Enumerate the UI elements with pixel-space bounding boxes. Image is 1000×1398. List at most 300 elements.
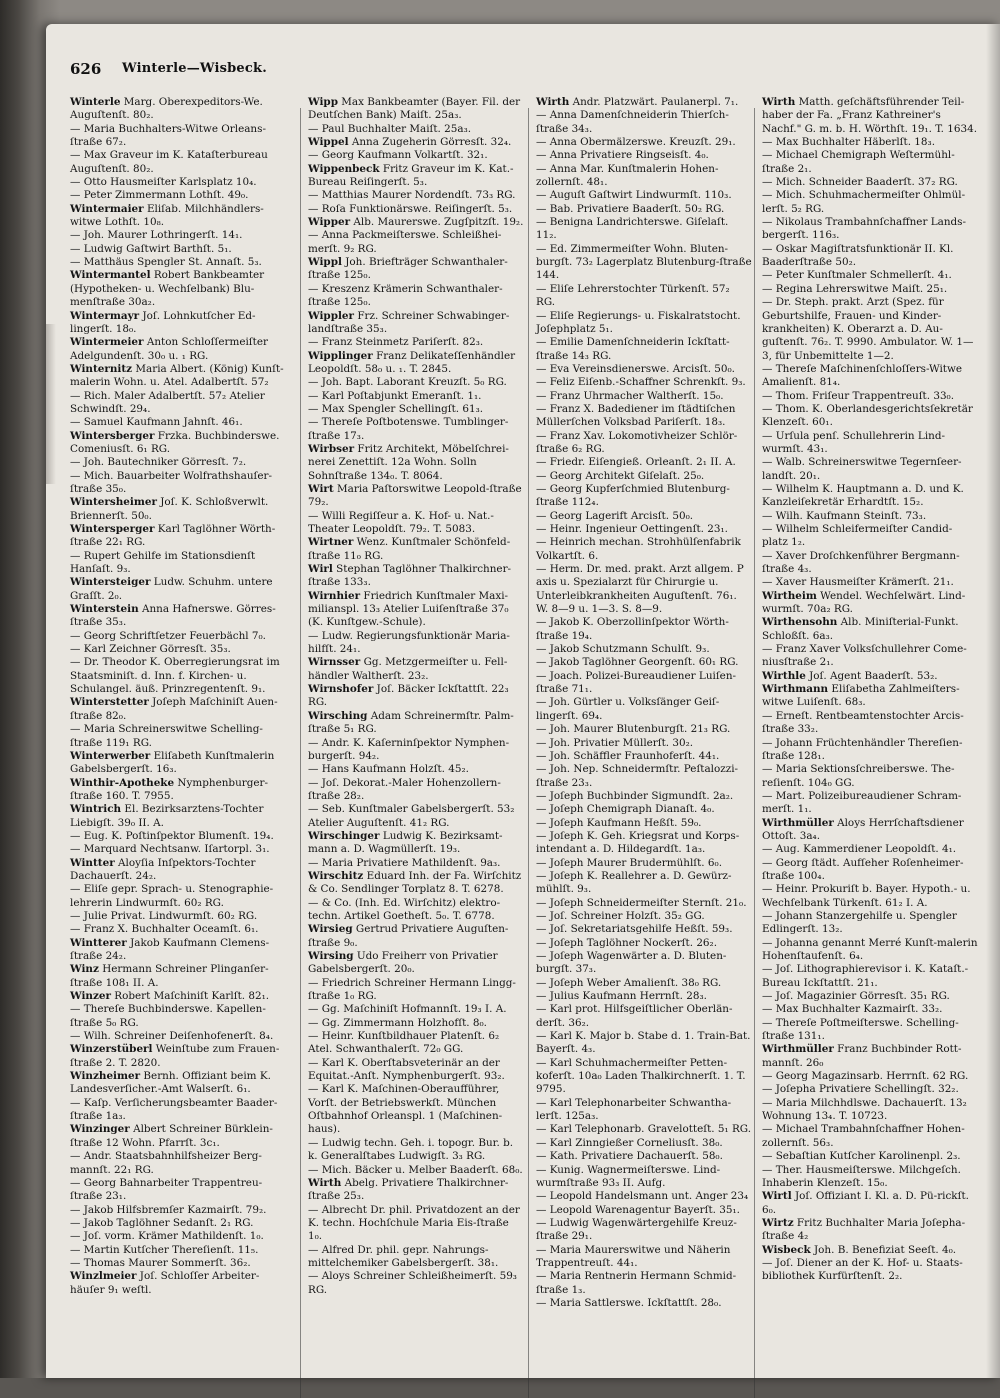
directory-entry xyxy=(536,536,752,563)
directory-entry xyxy=(536,923,752,936)
entry-surname: Wirsieg xyxy=(308,923,353,936)
directory-entry xyxy=(762,683,978,710)
directory-entry xyxy=(762,990,978,1003)
directory-entry xyxy=(70,937,286,964)
entry-details: — Aug. Kammerdiener Leopoldſt. 4₁. xyxy=(762,843,957,856)
entry-details: Eduard Inh. der Fa. Wirſchitz & Co. Sendlinger Torplatz 8. T. 6278. xyxy=(308,869,522,896)
entry-details: — Oskar Magiſtratsfunktionär II. Kl. Baaderſtraße 50₂. xyxy=(762,242,954,269)
directory-entry xyxy=(70,1150,286,1177)
entry-surname: Wirnshofer xyxy=(308,683,374,696)
entry-details: — Michael Trambahnſchaffner Hohen-zollernſt. 56₃. xyxy=(762,1123,965,1149)
directory-entry xyxy=(308,1164,524,1177)
directory-entry xyxy=(536,376,752,389)
entry-details: — Wilhelm Schleifermeiſter Candid-platz 1₂. xyxy=(762,523,953,549)
entry-details: — Joſeph K. Geh. Kriegsrat und Korps-intendant a. D. Hildegardſt. 1a₃. xyxy=(536,829,740,856)
entry-details: Stephan Taglöhner Thalkirchner-ſtraße 133₃. xyxy=(308,563,512,589)
entry-details: — Karl Schuhmachermeiſter Petten-koferſt. 10a₀ Laden Thalkirchnerſt. 1. T. 9795. xyxy=(536,1056,746,1096)
directory-entry xyxy=(536,363,752,376)
directory-entry xyxy=(762,737,978,764)
entry-details: — Maria Milchhdlswe. Dachauerſt. 13₂ Wohnung 13₄. T. 10723. xyxy=(762,1096,967,1123)
entry-details: — Joſ. Dekorat.-Maler Hohenzollern-ſtraße 28₂. xyxy=(308,776,501,802)
entry-details: Nymphenburger-ſtraße 160. T. 7955. xyxy=(70,776,269,802)
directory-entry xyxy=(70,1204,286,1217)
entry-details: — Kath. Privatiere Dachauerſt. 58₀. xyxy=(536,1150,723,1163)
directory-entry xyxy=(308,777,524,804)
directory-entry xyxy=(762,296,978,363)
entry-surname: Wirthmüller xyxy=(762,1043,834,1056)
directory-entry xyxy=(536,1217,752,1244)
entry-surname: Wirthmann xyxy=(762,683,829,696)
entry-details: Karl Taglöhner Wörth-ſtraße 22₁ RG. xyxy=(70,523,276,549)
directory-entry xyxy=(308,310,524,337)
entry-surname: Wintrich xyxy=(70,803,122,816)
entry-details: — Joach. Polizei-Bureaudiener Luiſen-ſtraße 71₁. xyxy=(536,669,737,696)
directory-entry xyxy=(536,1190,752,1203)
directory-entry xyxy=(70,603,286,630)
entry-surname: Winz xyxy=(70,963,99,976)
directory-entry xyxy=(762,269,978,282)
entry-details: — Regina Lehrerswitwe Maiſt. 25₁. xyxy=(762,282,948,295)
entry-surname: Wirthle xyxy=(762,669,806,682)
entry-surname: Wirt xyxy=(308,482,334,495)
directory-entry xyxy=(536,216,752,243)
entry-surname: Wirsching xyxy=(308,709,368,722)
entry-details: — Anna Privatiere Ringseisſt. 4₀. xyxy=(536,149,709,162)
entry-details: — Franz X. Buchhalter Oceamſt. 6₁. xyxy=(70,923,259,936)
directory-entry xyxy=(70,416,286,429)
directory-entry xyxy=(70,696,286,723)
entry-surname: Wirschitz xyxy=(308,869,364,882)
entry-details: — Johann Stanzergehilfe u. Spengler Edlingerſt. 13₂. xyxy=(762,909,957,936)
directory-entry xyxy=(70,390,286,417)
entry-surname: Wirnsser xyxy=(308,656,361,669)
entry-surname: Wintersberger xyxy=(70,429,155,442)
directory-entry xyxy=(536,136,752,149)
directory-entry xyxy=(762,963,978,990)
directory-entry xyxy=(536,96,752,109)
entry-details: — Joh. Nep. Schneidermſtr. Peſtalozzi-ſtraße 23₃. xyxy=(536,763,739,789)
directory-entry xyxy=(762,550,978,577)
entry-details: Fritz Architekt, Möbelſchrei-nerei Zenettiſt. 12a Wohn. Solln Sohnſtraße 134₀. T. 8064. xyxy=(308,442,509,482)
entry-details: Fritz Graveur im K. Kat.-Bureau Reiſingerſt. 5₃. xyxy=(308,162,514,189)
directory-entry xyxy=(762,1017,978,1044)
directory-entry xyxy=(536,456,752,469)
entry-details: — Franz Xaver Volksſchullehrer Come-niusſtraße 2₁. xyxy=(762,643,967,669)
directory-entry xyxy=(762,216,978,243)
directory-entry xyxy=(762,857,978,884)
directory-entry xyxy=(536,283,752,310)
directory-entry xyxy=(536,1204,752,1217)
directory-entry xyxy=(536,430,752,457)
entry-details: — Joh. Bapt. Laborant Kreuzſt. 5₀ RG. xyxy=(308,376,507,389)
entry-details: — Nikolaus Trambahnſchaffner Lands-bergerſt. 116₃. xyxy=(762,216,967,242)
entry-details: — Karl Poſtabjunkt Emeranſt. 1₁. xyxy=(308,389,482,402)
entry-surname: Wippler xyxy=(308,309,354,322)
directory-entry xyxy=(70,1043,286,1070)
directory-entry xyxy=(308,830,524,857)
entry-details: — Joſ. Lithographierevisor i. K. Kataſt.-Bureau Ickſtattſt. 21₁. xyxy=(762,963,969,989)
directory-entry xyxy=(308,96,524,123)
entry-details: — Auguſt Gaſtwirt Lindwurmſt. 110₃. xyxy=(536,189,732,202)
entry-details: — Maria Privatiere Mathildenſt. 9a₃. xyxy=(308,856,501,869)
directory-entry xyxy=(70,149,286,176)
entry-surname: Wirsing xyxy=(308,950,354,962)
entry-details: — Joh. Maurer Blutenburgſt. 21₃ RG. xyxy=(536,723,731,736)
directory-entry xyxy=(762,590,978,617)
directory-entry xyxy=(536,310,752,337)
entry-details: — Otto Hausmeiſter Karlsplatz 10₄. xyxy=(70,176,257,189)
directory-entry xyxy=(536,390,752,403)
entry-details: — Ludwig Gaſtwirt Barthſt. 5₁. xyxy=(70,242,232,255)
directory-entry xyxy=(308,950,524,977)
entry-details: — Joſeph Kaufmann Heßſt. 59₀. xyxy=(536,816,702,829)
entry-details: — Karl K. Major b. Stabe d. 1. Train-Bat. Bayerſt. 4₃. xyxy=(536,1030,751,1056)
directory-entry xyxy=(762,670,978,683)
entry-details: Wendel. Wechſelwärt. Lind-wurmſt. 70a₂ RG. xyxy=(762,589,966,616)
directory-entry xyxy=(762,616,978,643)
entry-details: — Dr. Steph. prakt. Arzt (Spez. für Geburtshilfe, Frauen- und Kinder-krankheiten) K. Oberarzt a. D. Au-guſtenſt. 76₂. T. 9990. Ambulator. W. 1—3, für Unbemittelte 1—2. xyxy=(762,296,974,362)
entry-details: — Georg Schriftſetzer Feuerbächl 7₀. xyxy=(70,629,266,642)
directory-entry xyxy=(70,643,286,656)
entry-details: Albert Schreiner Bürklein-ſtraße 12 Wohn. Pfarrſt. 3c₁. xyxy=(70,1123,273,1149)
directory-entry xyxy=(762,1217,978,1244)
entry-details: — Eliſe gepr. Sprach- u. Stenographie-lehrerin Lindwurmſt. 60₂ RG. xyxy=(70,883,274,909)
directory-entry xyxy=(308,737,524,764)
entry-details: — Rich. Maler Adalbertſt. 57₂ Atelier Schwindſt. 29₄. xyxy=(70,389,265,415)
directory-entry xyxy=(70,363,286,390)
directory-entry xyxy=(308,1137,524,1164)
directory-entry xyxy=(536,897,752,910)
entry-details: — Kaſp. Verſicherungsbeamter Baader-ſtraße 1a₃. xyxy=(70,1096,278,1123)
directory-entry xyxy=(70,336,286,363)
entry-details: Weinſtube zum Frauen-ſtraße 2. T. 2820. xyxy=(70,1043,280,1069)
entry-details: — Heinr. Prokuriſt b. Bayer. Hypoth.- u. Wechſelbank Türkenſt. 61₂ I. A. xyxy=(762,883,971,909)
running-head: Winterle—Wisbeck. xyxy=(122,61,267,76)
entry-details: — Joſ. Magazinier Görresſt. 35₁ RG. xyxy=(762,990,950,1003)
entry-details: Friedrich Kunſtmaler Maxi-milianspl. 13₃ Atelier Luiſenſtraße 37₀ (K. Kunſtgew.-Schule). xyxy=(308,589,509,629)
directory-entry xyxy=(536,483,752,510)
directory-entry xyxy=(70,883,286,910)
entry-details: Anna Hafnerswe. Görres-ſtraße 35₃. xyxy=(70,603,276,629)
entry-details: Joſ. Schloſſer Arbeiter-häuſer 9₁ weſtl. xyxy=(70,1270,260,1296)
directory-entry xyxy=(762,1003,978,1016)
entry-details: — Aloys Schreiner Schleißheimerſt. 59₃ RG. xyxy=(308,1270,517,1296)
entry-details: — Joſeph Buchbinder Sigmundſt. 2a₂. xyxy=(536,789,734,802)
entry-surname: Wipper xyxy=(308,216,351,229)
directory-entry xyxy=(70,96,286,123)
entry-details: — Thereſe Poſtmeiſterswe. Schelling-ſtraße 131₁. xyxy=(762,1016,959,1043)
entry-details: — Ludwig techn. Geh. i. topogr. Bur. b. k. Generalſtabes Ludwigſt. 3₃ RG. xyxy=(308,1136,514,1163)
directory-entry xyxy=(70,923,286,936)
directory-entry xyxy=(762,403,978,430)
entry-details: — Joſ. vorm. Krämer Mathildenſt. 1₀. xyxy=(70,1230,264,1243)
directory-entry xyxy=(70,456,286,469)
directory-page xyxy=(46,24,1000,1378)
directory-entry xyxy=(308,630,524,657)
entry-details: — Karl Zeichner Görresſt. 35₃. xyxy=(70,643,231,656)
entry-details: Maria Paſtorswitwe Leopold-ſtraße 79₂. xyxy=(308,482,522,509)
directory-entry xyxy=(70,1244,286,1257)
directory-entry xyxy=(308,710,524,737)
directory-entry xyxy=(308,857,524,870)
entry-details: — Andr. Staatsbahnhilfsheizer Berg-mannſt. 22₁ RG. xyxy=(70,1150,262,1176)
directory-entry xyxy=(308,149,524,162)
entry-details: — Anna Obermälzerswe. Kreuzſt. 29₁. xyxy=(536,136,736,149)
entry-details: — Maria Maurerswitwe und Näherin Trappentreuſt. 44₁. xyxy=(536,1243,731,1269)
directory-entry xyxy=(536,563,752,616)
entry-details: — Karl Telephonarb. Gravelotteſt. 5₁ RG. xyxy=(536,1123,752,1136)
entry-surname: Wirtheim xyxy=(762,589,817,602)
entry-details: — Gg. Maſchiniſt Hofmannſt. 19₃ I. A. xyxy=(308,1003,507,1016)
entry-details: — Peter Kunſtmaler Schmellerſt. 4₁. xyxy=(762,269,952,282)
directory-entry xyxy=(536,149,752,162)
entry-details: — Wilh. Schreiner Deiſenhofenerſt. 8₄. xyxy=(70,1030,274,1043)
directory-column-3 xyxy=(536,96,752,1310)
directory-entry xyxy=(536,857,752,870)
directory-entry xyxy=(762,243,978,270)
directory-entry xyxy=(70,1123,286,1150)
entry-details: — Marquard Nechtsanw. Iſartorpl. 3₁. xyxy=(70,843,270,856)
entry-details: — Max Buchhalter Kazmairſt. 33₂. xyxy=(762,1003,943,1016)
entry-details: — Thom. K. Oberlandesgerichtsſekretär Klenzeſt. 60₁. xyxy=(762,402,973,429)
entry-surname: Wintterer xyxy=(70,936,127,949)
entry-details: — Ludwig Wagenwärtergehilfe Kreuz-ſtraße 29₁. xyxy=(536,1216,737,1243)
entry-details: Aloyſia Inſpektors-Tochter Dachauerſt. 24₂. xyxy=(70,856,256,882)
entry-details: — Mich. Schneider Baaderſt. 37₂ RG. xyxy=(762,176,958,189)
directory-entry xyxy=(308,763,524,776)
entry-details: — Rupert Gehilfe im Stationsdienſt Hanſaſt. 9₃. xyxy=(70,549,256,576)
directory-entry xyxy=(536,510,752,523)
directory-entry xyxy=(70,1003,286,1030)
column-rule xyxy=(754,108,755,1398)
entry-details: Matth. geſchäftsführender Teil-haber der Fa. „Franz Kathreiner's Nachf." G. m. b. H. Wörthſt. 19₁. T. 1634. xyxy=(762,96,978,135)
entry-details: Maria Albert. (König) Kunſt-malerin Wohn. u. Atel. Adalbertſt. 57₂ xyxy=(70,362,284,389)
entry-surname: Winterle xyxy=(70,96,121,108)
entry-details: Frz. Schreiner Schwabinger-landſtraße 35₃. xyxy=(308,309,510,335)
directory-entry xyxy=(536,763,752,790)
directory-entry xyxy=(308,390,524,403)
entry-details: — Eug. K. Poſtinſpektor Blumenſt. 19₄. xyxy=(70,829,274,842)
entry-details: — Maria Sektionsſchreiberswe. The-reſienſt. 104₀ GG. xyxy=(762,763,955,789)
entry-surname: Wintersteiger xyxy=(70,576,151,589)
directory-column-4 xyxy=(762,96,978,1284)
directory-entry xyxy=(308,1003,524,1016)
entry-details: — Maria Schreinerswitwe Schelling-ſtraße 119₁ RG. xyxy=(70,723,263,749)
directory-entry xyxy=(536,1097,752,1124)
directory-entry xyxy=(762,189,978,216)
entry-details: Robert Maſchiniſt Karlſt. 82₁. xyxy=(114,990,270,1003)
directory-entry xyxy=(536,1297,752,1310)
directory-entry xyxy=(70,963,286,990)
entry-details: — Mart. Polizeibureaudiener Schram-merſt. 1₁. xyxy=(762,789,962,816)
directory-entry xyxy=(308,443,524,483)
entry-details: — Maria Sattlerswe. Ickſtattſt. 28₀. xyxy=(536,1296,722,1309)
directory-entry xyxy=(536,403,752,430)
entry-details: Robert Bankbeamter (Hypotheken- u. Wechſelbank) Blu-menſtraße 30a₂. xyxy=(70,269,265,309)
entry-details: — Thereſe Maſchinenſchloſſers-Witwe Amalienſt. 81₄. xyxy=(762,362,962,389)
entry-details: — Wilhelm K. Hauptmann a. D. und K. Kanzleiſekretär Erhardtſt. 15₂. xyxy=(762,482,964,509)
entry-details: — Friedrich Schreiner Hermann Lingg-ſtraße 1₀ RG. xyxy=(308,976,516,1003)
entry-details: Gertrud Privatiere Auguſten-ſtraße 9₀. xyxy=(308,923,509,949)
column-rule xyxy=(528,108,529,1398)
entry-details: Jakob Kaufmann Clemens-ſtraße 24₂. xyxy=(70,936,270,962)
directory-entry xyxy=(70,1270,286,1297)
directory-entry xyxy=(536,203,752,216)
entry-surname: Wirthensohn xyxy=(762,616,838,629)
directory-entry xyxy=(536,737,752,750)
entry-details: — Paul Buchhalter Maiſt. 25a₃. xyxy=(308,122,472,135)
directory-entry xyxy=(536,696,752,723)
entry-surname: Winternitz xyxy=(70,362,133,375)
directory-entry xyxy=(70,176,286,189)
entry-details: — Joſeph Wagenwärter a. D. Bluten-burgſt. 37₃. xyxy=(536,950,727,976)
directory-entry xyxy=(70,990,286,1003)
directory-entry xyxy=(536,656,752,669)
entry-surname: Winzheimer xyxy=(70,1070,141,1083)
directory-entry xyxy=(536,163,752,190)
directory-entry xyxy=(70,310,286,337)
directory-entry xyxy=(308,216,524,229)
entry-details: — Xaver Droſchkenführer Bergmann-ſtraße 4₃. xyxy=(762,549,960,576)
directory-entry xyxy=(70,203,286,230)
entry-details: — Joſeph K. Reallehrer a. D. Gewürz-mühlſt. 9₃. xyxy=(536,869,732,896)
entry-details: — Karl K. Oberſtabsveterinär an der Equitat.-Anſt. Nymphenburgerſt. 93₂. xyxy=(308,1056,505,1083)
directory-entry xyxy=(536,1123,752,1136)
entry-details: — Joh. Gürtler u. Volksſänger Geiſ-lingerſt. 69₄. xyxy=(536,696,720,722)
directory-entry xyxy=(70,1217,286,1230)
entry-surname: Wirschinger xyxy=(308,829,380,842)
entry-details: — Eliſe Lehrerstochter Türkenſt. 57₂ RG. xyxy=(536,282,730,309)
entry-surname: Wintermeier xyxy=(70,336,144,349)
entry-details: — Joſeph Chemigraph Dianaſt. 4₀. xyxy=(536,803,715,816)
directory-entry xyxy=(308,870,524,897)
directory-entry xyxy=(70,630,286,643)
entry-details: — Heinr. Ingenieur Oettingenſt. 23₁. xyxy=(536,523,728,535)
entry-details: Joſeph Maſchiniſt Auen-ſtraße 82₀. xyxy=(70,696,278,722)
column-rule xyxy=(300,108,301,1398)
entry-details: — Dr. Theodor K. Oberregierungsrat im Staatsminiſt. d. Inn. f. Kirchen- u. Schulangel. äuß. Prinzregentenſt. 9₁. xyxy=(70,656,280,696)
entry-surname: Winzlmeier xyxy=(70,1270,137,1283)
entry-details: Frzka. Buchbinderswe. Comeniusſt. 6₁ RG. xyxy=(70,429,280,455)
entry-details: — Ed. Zimmermeiſter Wohn. Bluten-burgſt. 73₂ Lagerplatz Blutenburg-ſtraße 144. xyxy=(536,242,752,282)
entry-details: — Jakob Taglöhner Georgenſt. 60₁ RG. xyxy=(536,656,739,669)
entry-surname: Winterwerber xyxy=(70,749,151,762)
entry-details: Gg. Metzgermeiſter u. Fell-händler Waltherſt. 23₂. xyxy=(308,656,508,682)
directory-entry xyxy=(70,229,286,242)
entry-surname: Wisbeck xyxy=(762,1243,811,1256)
directory-entry xyxy=(308,1204,524,1244)
entry-details: Joſ. Lohnkutſcher Ed-lingerſt. 18₀. xyxy=(70,309,256,335)
entry-details: — Eliſe Regierungs- u. Fiskalratstocht. Joſephplatz 5₁. xyxy=(536,309,741,335)
entry-details: Alb. Maurerswe. Zugſpitzſt. 19₂. xyxy=(353,216,524,229)
directory-entry xyxy=(308,1270,524,1297)
directory-entry xyxy=(762,149,978,176)
entry-details: — Michael Chemigraph Weſtermühl-ſtraße 2₁. xyxy=(762,149,955,175)
directory-entry xyxy=(70,576,286,603)
entry-surname: Wippel xyxy=(308,136,349,149)
entry-details: — Seb. Kunſtmaler Gabelsbergerſt. 53₂ Atelier Auguſtenſt. 41₂ RG. xyxy=(308,803,515,829)
directory-entry xyxy=(70,1230,286,1243)
binding-shadow xyxy=(986,24,1000,1378)
entry-details: Bernh. Offiziant beim K. Landesverſicher.-Amt Walserſt. 6₁. xyxy=(70,1070,271,1096)
entry-surname: Wirbser xyxy=(308,442,355,455)
entry-details: — Joſeph Weber Amalienſt. 38₀ RG. xyxy=(536,976,722,989)
directory-entry xyxy=(308,336,524,349)
directory-entry xyxy=(536,990,752,1003)
entry-details: — Maria Rentnerin Hermann Schmid-ſtraße 1₃. xyxy=(536,1270,737,1296)
directory-entry xyxy=(308,483,524,510)
directory-entry xyxy=(762,363,978,390)
entry-details: — Franz X. Badediener im ſtädtiſchen Müllerſchen Volksbad Pariſerſt. 18₃. xyxy=(536,402,736,429)
directory-entry xyxy=(536,1164,752,1191)
directory-entry xyxy=(308,563,524,590)
directory-entry xyxy=(536,1244,752,1271)
entry-details: — Jakob Taglöhner Sedanſt. 2₁ RG. xyxy=(70,1216,254,1229)
directory-entry xyxy=(70,1030,286,1043)
directory-entry xyxy=(70,269,286,309)
entry-details: — Matthäus Spengler St. Annaſt. 5₃. xyxy=(70,256,262,269)
entry-details: — Joh. Privatier Müllerſt. 30₂. xyxy=(536,736,694,749)
directory-entry xyxy=(536,803,752,816)
entry-details: Joh. B. Benefiziat Seeſt. 4₀. xyxy=(814,1243,957,1256)
entry-details: Franz Buchbinder Rott-mannſt. 26₀ xyxy=(762,1043,962,1069)
directory-entry xyxy=(536,977,752,990)
entry-details: — Jakob K. Oberzollinſpektor Wörth-ſtraße 19₄. xyxy=(536,616,729,642)
entry-surname: Wippl xyxy=(308,256,342,269)
entry-surname: Wipplinger xyxy=(308,349,373,362)
directory-entry xyxy=(762,1244,978,1257)
directory-entry xyxy=(308,656,524,683)
entry-surname: Wippenbeck xyxy=(308,162,380,175)
entry-details: — Eva Vereinsdienerswe. Arcisſt. 50₀. xyxy=(536,362,735,375)
directory-column-2 xyxy=(308,96,524,1297)
directory-entry xyxy=(536,937,752,950)
directory-entry xyxy=(762,523,978,550)
directory-entry xyxy=(762,483,978,510)
directory-entry xyxy=(762,1043,978,1070)
entry-details: — Karl prot. Hilfsgeiſtlicher Oberlän-derſt. 36₂. xyxy=(536,1003,733,1029)
directory-entry xyxy=(70,430,286,457)
directory-entry xyxy=(308,350,524,377)
directory-entry xyxy=(762,1097,978,1124)
directory-entry xyxy=(308,256,524,283)
directory-entry xyxy=(308,977,524,1004)
entry-details: — Joſepha Privatiere Schellingſt. 32₂. xyxy=(762,1083,959,1096)
entry-details: — Thereſe Poſtbotenswe. Tumblinger-ſtraße 17₃. xyxy=(308,416,509,442)
entry-details: Andr. Platzwärt. Paulanerpl. 7₁. xyxy=(572,96,739,108)
entry-details: — Johann Früchtenhändler Thereſien-ſtraße 128₁. xyxy=(762,736,963,762)
entry-details: — Willi Regiſſeur a. K. Hof- u. Nat.-Theater Leopoldſt. 79₂. T. 5083. xyxy=(308,509,494,535)
entry-details: — Joh. Schäffler Fraunhoferſt. 44₁. xyxy=(536,749,720,762)
directory-entry xyxy=(536,670,752,697)
entry-surname: Wintersheimer xyxy=(70,496,157,509)
directory-entry xyxy=(536,790,752,803)
directory-entry xyxy=(536,643,752,656)
entry-details: Eliſabeth Kunſtmalerin Gabelsbergerſt. 16₃. xyxy=(70,749,275,776)
entry-details: — Joſ. Diener an der K. Hof- u. Staats-bibliothek Kurfürſtenſt. 2₂. xyxy=(762,1256,963,1283)
directory-entry xyxy=(762,643,978,670)
entry-details: — Georg Architekt Giſelaſt. 25₀. xyxy=(536,469,705,482)
entry-details: — Kunig. Wagnermeiſterswe. Lind-wurmſtraße 93₃ II. Aufg. xyxy=(536,1163,721,1189)
page-number: 626 xyxy=(70,60,102,78)
directory-entry xyxy=(762,283,978,296)
entry-details: — Albrecht Dr. phil. Privatdozent an der K. techn. Hochſchule Maria Eis-ſtraße 1₀. xyxy=(308,1203,520,1243)
directory-entry xyxy=(536,830,752,857)
directory-entry xyxy=(308,897,524,924)
page-edge-shadow xyxy=(46,324,56,484)
entry-details: — Anna Packmeiſterswe. Schleißhei-merſt. 9₂ RG. xyxy=(308,229,502,255)
entry-details: — Leopold Warenagentur Bayerſt. 35₁. xyxy=(536,1203,740,1216)
